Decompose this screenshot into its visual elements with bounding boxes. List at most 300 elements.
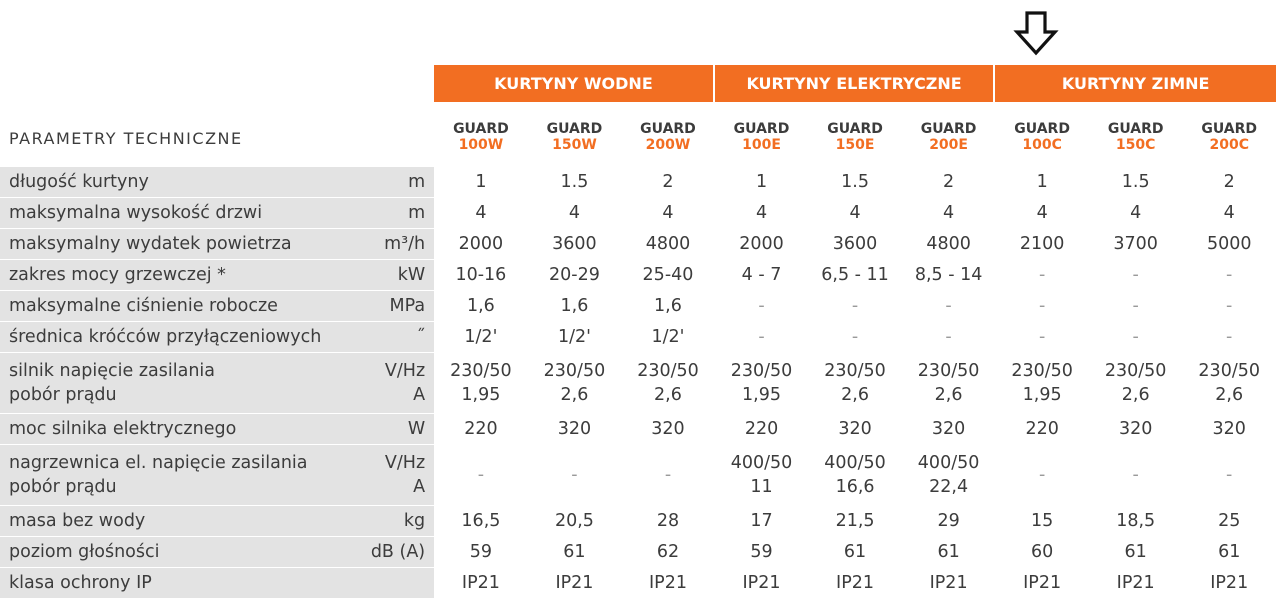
value-cell-text: - bbox=[851, 296, 859, 316]
param-label-text: silnik napięcie zasilania bbox=[9, 361, 216, 381]
value-cell bbox=[902, 259, 996, 290]
param-label-text: zakres mocy grzewczej * bbox=[9, 265, 226, 285]
value-cell-text: 2000 bbox=[739, 234, 784, 254]
table-row bbox=[0, 567, 1276, 598]
value-cell-text: - bbox=[1226, 465, 1233, 485]
param-label-text: pobór prądu bbox=[9, 477, 117, 497]
param-label bbox=[0, 536, 353, 567]
value-cell bbox=[715, 166, 809, 197]
value-cell bbox=[995, 321, 1089, 352]
value-cell-text: 2000 bbox=[458, 234, 504, 254]
param-label bbox=[0, 567, 353, 598]
table-row bbox=[0, 228, 1276, 259]
value-cell bbox=[621, 444, 715, 505]
value-cell-text: IP21 bbox=[648, 573, 687, 593]
model-header bbox=[528, 102, 622, 166]
value-cell-text: - bbox=[945, 327, 952, 347]
value-cell-text: 4 bbox=[1036, 203, 1048, 223]
value-cell-text: 230/50 bbox=[824, 361, 886, 381]
value-cell-text: 4 bbox=[755, 203, 768, 223]
value-cell bbox=[715, 352, 809, 413]
value-cell bbox=[1182, 567, 1276, 598]
value-cell bbox=[902, 352, 996, 413]
value-cell bbox=[995, 259, 1089, 290]
value-cell-text: 61 bbox=[1218, 542, 1241, 562]
value-cell bbox=[1182, 444, 1276, 505]
param-label bbox=[0, 444, 353, 505]
value-cell bbox=[1089, 228, 1183, 259]
value-cell bbox=[621, 290, 715, 321]
value-cell-text: 1,95 bbox=[742, 385, 781, 405]
value-cell-text: 1/2' bbox=[651, 327, 685, 347]
value-cell bbox=[1182, 228, 1276, 259]
value-cell bbox=[808, 290, 902, 321]
unit-label-text: m bbox=[408, 203, 426, 223]
unit-label bbox=[353, 444, 434, 505]
value-cell-text: 4 bbox=[1223, 203, 1235, 223]
value-cell-text: 20,5 bbox=[554, 511, 594, 531]
value-cell-text: - bbox=[1038, 265, 1046, 285]
unit-label bbox=[353, 352, 434, 413]
value-cell bbox=[995, 444, 1089, 505]
unit-label bbox=[353, 536, 434, 567]
value-cell bbox=[528, 567, 622, 598]
param-label bbox=[0, 228, 353, 259]
param-label-text: nagrzewnica el. napięcie zasilania bbox=[9, 453, 308, 473]
value-cell bbox=[902, 197, 996, 228]
table-row bbox=[0, 197, 1276, 228]
value-cell-text: 1 bbox=[475, 172, 487, 192]
value-cell-text: 2 bbox=[943, 172, 955, 192]
value-cell-text: 25-40 bbox=[642, 265, 694, 285]
table-row bbox=[0, 444, 1276, 505]
value-cell-text: IP21 bbox=[1210, 573, 1249, 593]
value-cell bbox=[995, 228, 1089, 259]
value-cell bbox=[1182, 352, 1276, 413]
value-cell-text: 320 bbox=[651, 419, 685, 439]
model-brand: GUARD bbox=[1014, 121, 1070, 137]
unit-label bbox=[353, 290, 434, 321]
unit-label-text: ˝ bbox=[416, 327, 426, 347]
value-cell-text: 20-29 bbox=[549, 265, 600, 285]
value-cell-text: 59 bbox=[750, 542, 773, 562]
value-cell-text: 17 bbox=[750, 511, 773, 531]
value-cell-text: 2,6 bbox=[934, 385, 963, 405]
value-cell-text: 11 bbox=[750, 477, 773, 497]
value-cell-text: 1,6 bbox=[466, 296, 495, 316]
value-cell-text: 1/2' bbox=[557, 327, 591, 347]
value-cell bbox=[995, 413, 1089, 444]
value-cell-text: 230/50 bbox=[1104, 361, 1167, 381]
unit-label-text: V/Hz bbox=[384, 453, 426, 473]
value-cell-text: 1.5 bbox=[841, 172, 869, 192]
value-cell bbox=[1089, 166, 1183, 197]
value-cell bbox=[528, 352, 622, 413]
value-cell-text: - bbox=[477, 465, 485, 485]
value-cell-text: 4800 bbox=[926, 234, 971, 254]
model-header bbox=[1089, 102, 1183, 166]
value-cell bbox=[621, 413, 715, 444]
unit-label-text: W bbox=[407, 419, 426, 439]
value-cell bbox=[621, 228, 715, 259]
unit-label-text: V/Hz bbox=[384, 361, 426, 381]
table-row bbox=[0, 259, 1276, 290]
value-cell bbox=[528, 228, 622, 259]
value-cell-text: 25 bbox=[1218, 511, 1241, 531]
value-cell bbox=[434, 505, 528, 536]
value-cell-text: 230/50 bbox=[637, 361, 699, 381]
unit-label-text: A bbox=[413, 385, 426, 405]
value-cell-text: 6,5 - 11 bbox=[821, 265, 889, 285]
unit-label bbox=[353, 567, 434, 598]
value-cell-text: - bbox=[1132, 296, 1139, 316]
value-cell-text: 4 bbox=[568, 203, 580, 223]
unit-label bbox=[353, 166, 434, 197]
unit-label-text: kW bbox=[397, 265, 426, 285]
value-cell bbox=[528, 413, 622, 444]
param-label bbox=[0, 197, 353, 228]
value-cell bbox=[528, 505, 622, 536]
value-cell-text: 2,6 bbox=[841, 385, 869, 405]
model-header bbox=[621, 102, 715, 166]
unit-label-text: dB (A) bbox=[370, 542, 426, 562]
value-cell bbox=[434, 259, 528, 290]
value-cell-text: 61 bbox=[937, 542, 960, 562]
param-label bbox=[0, 166, 353, 197]
value-cell bbox=[528, 321, 622, 352]
value-cell-text: 28 bbox=[656, 511, 680, 531]
unit-label-text: m bbox=[408, 172, 426, 192]
value-cell bbox=[434, 536, 528, 567]
value-cell bbox=[715, 197, 809, 228]
unit-label bbox=[353, 505, 434, 536]
value-cell bbox=[995, 290, 1089, 321]
value-cell-text: 1.5 bbox=[1121, 172, 1150, 192]
value-cell bbox=[528, 290, 622, 321]
value-cell-text: 18,5 bbox=[1116, 511, 1156, 531]
value-cell bbox=[434, 321, 528, 352]
value-cell-text: 1 bbox=[755, 172, 768, 192]
value-cell bbox=[1089, 505, 1183, 536]
value-cell-text: 400/50 bbox=[824, 453, 886, 473]
value-cell bbox=[808, 228, 902, 259]
value-cell-text: 59 bbox=[469, 542, 493, 562]
value-cell bbox=[902, 505, 996, 536]
value-cell-text: 320 bbox=[1212, 419, 1246, 439]
param-label-text: długość kurtyny bbox=[9, 172, 149, 192]
value-cell bbox=[1182, 505, 1276, 536]
value-cell-text: IP21 bbox=[461, 573, 500, 593]
value-cell-text: 61 bbox=[1124, 542, 1147, 562]
table-row bbox=[0, 352, 1276, 413]
value-cell-text: 5000 bbox=[1206, 234, 1252, 254]
param-label-text: klasa ochrony IP bbox=[9, 573, 152, 593]
value-cell-text: - bbox=[571, 465, 578, 485]
value-cell-text: 2,6 bbox=[560, 385, 589, 405]
value-cell bbox=[995, 197, 1089, 228]
value-cell bbox=[902, 536, 996, 567]
value-cell-text: 2100 bbox=[1019, 234, 1065, 254]
model-brand: GUARD bbox=[546, 121, 603, 137]
value-cell bbox=[621, 321, 715, 352]
value-cell bbox=[1182, 536, 1276, 567]
model-brand: GUARD bbox=[1107, 121, 1164, 137]
model-header bbox=[715, 102, 809, 166]
unit-label bbox=[353, 321, 434, 352]
value-cell bbox=[808, 444, 902, 505]
model-code: 100E bbox=[742, 137, 781, 153]
value-cell-text: 400/50 bbox=[730, 453, 793, 473]
value-cell-text: 220 bbox=[464, 419, 498, 439]
value-cell-text: - bbox=[945, 296, 952, 316]
value-cell bbox=[528, 536, 622, 567]
value-cell-text: 1,95 bbox=[461, 385, 501, 405]
value-cell bbox=[434, 444, 528, 505]
param-label-text: maksymalna wysokość drzwi bbox=[9, 203, 263, 223]
value-cell-text: - bbox=[1132, 265, 1139, 285]
unit-label bbox=[353, 259, 434, 290]
value-cell-text: 1/2' bbox=[464, 327, 498, 347]
model-brand: GUARD bbox=[640, 121, 696, 137]
value-cell bbox=[434, 413, 528, 444]
value-cell bbox=[715, 413, 809, 444]
value-cell bbox=[808, 413, 902, 444]
value-cell-text: 3700 bbox=[1113, 234, 1158, 254]
model-code: 150C bbox=[1115, 137, 1156, 153]
value-cell bbox=[1182, 413, 1276, 444]
value-cell bbox=[1089, 536, 1183, 567]
value-cell bbox=[902, 228, 996, 259]
value-cell bbox=[1089, 352, 1183, 413]
model-brand: GUARD bbox=[1201, 121, 1258, 137]
value-cell-text: 4 bbox=[662, 203, 674, 223]
value-cell-text: - bbox=[1132, 465, 1139, 485]
value-cell bbox=[715, 259, 809, 290]
value-cell-text: - bbox=[1038, 465, 1046, 485]
value-cell-text: 1,6 bbox=[654, 296, 682, 316]
value-cell-text: IP21 bbox=[1116, 573, 1155, 593]
unit-label bbox=[353, 228, 434, 259]
value-cell bbox=[1182, 166, 1276, 197]
model-brand: GUARD bbox=[733, 121, 790, 137]
value-cell-text: IP21 bbox=[742, 573, 781, 593]
table-row bbox=[0, 321, 1276, 352]
value-cell-text: 320 bbox=[557, 419, 592, 439]
value-cell bbox=[621, 567, 715, 598]
value-cell bbox=[1089, 321, 1183, 352]
value-cell-text: 230/50 bbox=[1198, 361, 1260, 381]
value-cell-text: 230/50 bbox=[917, 361, 980, 381]
value-cell-text: IP21 bbox=[555, 573, 594, 593]
model-brand: GUARD bbox=[827, 121, 883, 137]
value-cell bbox=[1089, 197, 1183, 228]
value-cell-text: - bbox=[758, 327, 765, 347]
unit-label-text: A bbox=[413, 477, 426, 497]
value-cell bbox=[902, 166, 996, 197]
value-cell-text: IP21 bbox=[929, 573, 968, 593]
value-cell-text: 62 bbox=[656, 542, 680, 562]
table-row bbox=[0, 536, 1276, 567]
model-header bbox=[434, 102, 528, 166]
param-label bbox=[0, 505, 353, 536]
value-cell-text: - bbox=[1226, 296, 1233, 316]
value-cell bbox=[808, 197, 902, 228]
value-cell-text: - bbox=[1038, 296, 1046, 316]
table-row bbox=[0, 166, 1276, 197]
value-cell bbox=[434, 567, 528, 598]
value-cell-text: 320 bbox=[838, 419, 872, 439]
value-cell bbox=[902, 413, 996, 444]
value-cell-text: 230/50 bbox=[1011, 361, 1073, 381]
param-label bbox=[0, 413, 353, 444]
value-cell bbox=[621, 197, 715, 228]
value-cell-text: 1,95 bbox=[1022, 385, 1062, 405]
value-cell-text: 4 bbox=[943, 203, 955, 223]
value-cell bbox=[715, 505, 809, 536]
model-header bbox=[808, 102, 902, 166]
value-cell bbox=[808, 505, 902, 536]
value-cell bbox=[528, 259, 622, 290]
param-label-text: pobór prądu bbox=[9, 385, 117, 405]
value-cell-text: 60 bbox=[1031, 542, 1054, 562]
value-cell bbox=[808, 166, 902, 197]
value-cell bbox=[528, 444, 622, 505]
value-cell bbox=[808, 259, 902, 290]
param-label-text: maksymalny wydatek powietrza bbox=[9, 234, 292, 254]
param-label bbox=[0, 259, 353, 290]
value-cell bbox=[1182, 321, 1276, 352]
param-label-text: średnica króćców przyłączeniowych bbox=[9, 327, 322, 347]
param-label-text: maksymalne ciśnienie robocze bbox=[9, 296, 278, 316]
model-code: 150E bbox=[835, 137, 875, 153]
value-cell bbox=[902, 567, 996, 598]
model-code: 100W bbox=[458, 137, 504, 153]
value-cell-text: - bbox=[1132, 327, 1139, 347]
value-cell-text: 1.5 bbox=[560, 172, 589, 192]
table-title: PARAMETRY TECHNICZNE bbox=[9, 128, 243, 148]
model-code: 150W bbox=[552, 137, 597, 153]
value-cell bbox=[808, 567, 902, 598]
value-cell bbox=[808, 352, 902, 413]
value-cell bbox=[1089, 413, 1183, 444]
param-label bbox=[0, 352, 353, 413]
value-cell bbox=[995, 505, 1089, 536]
value-cell-text: - bbox=[1226, 327, 1233, 347]
value-cell bbox=[621, 166, 715, 197]
value-cell bbox=[621, 536, 715, 567]
value-cell-text: 230/50 bbox=[543, 361, 606, 381]
value-cell-text: IP21 bbox=[1023, 573, 1062, 593]
value-cell-text: 3600 bbox=[832, 234, 878, 254]
value-cell bbox=[1182, 197, 1276, 228]
value-cell-text: 1,6 bbox=[560, 296, 589, 316]
value-cell bbox=[434, 290, 528, 321]
table-row bbox=[0, 413, 1276, 444]
value-cell-text: 400/50 bbox=[917, 453, 980, 473]
value-cell-text: 8,5 - 14 bbox=[914, 265, 983, 285]
model-code: 200W bbox=[645, 137, 691, 153]
value-cell bbox=[621, 505, 715, 536]
value-cell bbox=[434, 197, 528, 228]
value-cell-text: - bbox=[664, 465, 672, 485]
table-row bbox=[0, 505, 1276, 536]
param-label-text: moc silnika elektrycznego bbox=[9, 419, 237, 439]
value-cell bbox=[1089, 259, 1183, 290]
group-header-electric: KURTYNY ELEKTRYCZNE bbox=[715, 65, 996, 102]
value-cell bbox=[621, 352, 715, 413]
value-cell-text: 3600 bbox=[552, 234, 597, 254]
value-cell bbox=[434, 228, 528, 259]
unit-label-text: kg bbox=[403, 511, 426, 531]
technical-parameters-table bbox=[0, 65, 1276, 598]
param-label bbox=[0, 290, 353, 321]
param-label-text: masa bez wody bbox=[9, 511, 146, 531]
value-cell bbox=[434, 166, 528, 197]
value-cell-text: - bbox=[851, 327, 859, 347]
value-cell-text: 4 bbox=[1130, 203, 1142, 223]
value-cell bbox=[434, 352, 528, 413]
value-cell-text: 4 bbox=[475, 203, 487, 223]
value-cell-text: 4 bbox=[849, 203, 861, 223]
value-cell-text: 16,6 bbox=[835, 477, 875, 497]
value-cell-text: - bbox=[758, 296, 765, 316]
value-cell-text: 2,6 bbox=[1121, 385, 1150, 405]
value-cell bbox=[1182, 259, 1276, 290]
param-label bbox=[0, 321, 353, 352]
value-cell bbox=[621, 259, 715, 290]
value-cell bbox=[808, 536, 902, 567]
value-cell bbox=[995, 567, 1089, 598]
value-cell-text: - bbox=[1226, 265, 1233, 285]
value-cell-text: 220 bbox=[744, 419, 779, 439]
value-cell-text: 2,6 bbox=[654, 385, 682, 405]
value-cell-text: 4800 bbox=[645, 234, 691, 254]
value-cell-text: 2,6 bbox=[1215, 385, 1244, 405]
unit-label-text: MPa bbox=[389, 296, 426, 316]
value-cell bbox=[902, 444, 996, 505]
value-cell bbox=[1089, 567, 1183, 598]
value-cell-text: 61 bbox=[843, 542, 867, 562]
group-header-cold: KURTYNY ZIMNE bbox=[995, 65, 1276, 102]
header-spacer bbox=[0, 65, 434, 102]
value-cell-text: 15 bbox=[1031, 511, 1054, 531]
value-cell-text: 230/50 bbox=[450, 361, 512, 381]
model-code: 200C bbox=[1209, 137, 1249, 153]
value-cell bbox=[995, 536, 1089, 567]
value-cell bbox=[715, 321, 809, 352]
value-cell-text: 2 bbox=[662, 172, 674, 192]
value-cell bbox=[995, 166, 1089, 197]
value-cell-text: IP21 bbox=[836, 573, 875, 593]
table-row bbox=[0, 290, 1276, 321]
value-cell-text: 61 bbox=[563, 542, 586, 562]
model-code: 200E bbox=[929, 137, 968, 153]
value-cell bbox=[528, 166, 622, 197]
value-cell bbox=[715, 228, 809, 259]
value-cell bbox=[995, 352, 1089, 413]
model-header bbox=[995, 102, 1089, 166]
value-cell bbox=[715, 444, 809, 505]
model-brand: GUARD bbox=[453, 121, 509, 137]
unit-label bbox=[353, 197, 434, 228]
model-code: 100C bbox=[1022, 137, 1062, 153]
param-label-text: poziom głośności bbox=[9, 542, 160, 562]
unit-label bbox=[353, 413, 434, 444]
value-cell-text: - bbox=[1038, 327, 1046, 347]
value-cell bbox=[715, 536, 809, 567]
value-cell-text: 10-16 bbox=[455, 265, 507, 285]
value-cell-text: 320 bbox=[1118, 419, 1153, 439]
